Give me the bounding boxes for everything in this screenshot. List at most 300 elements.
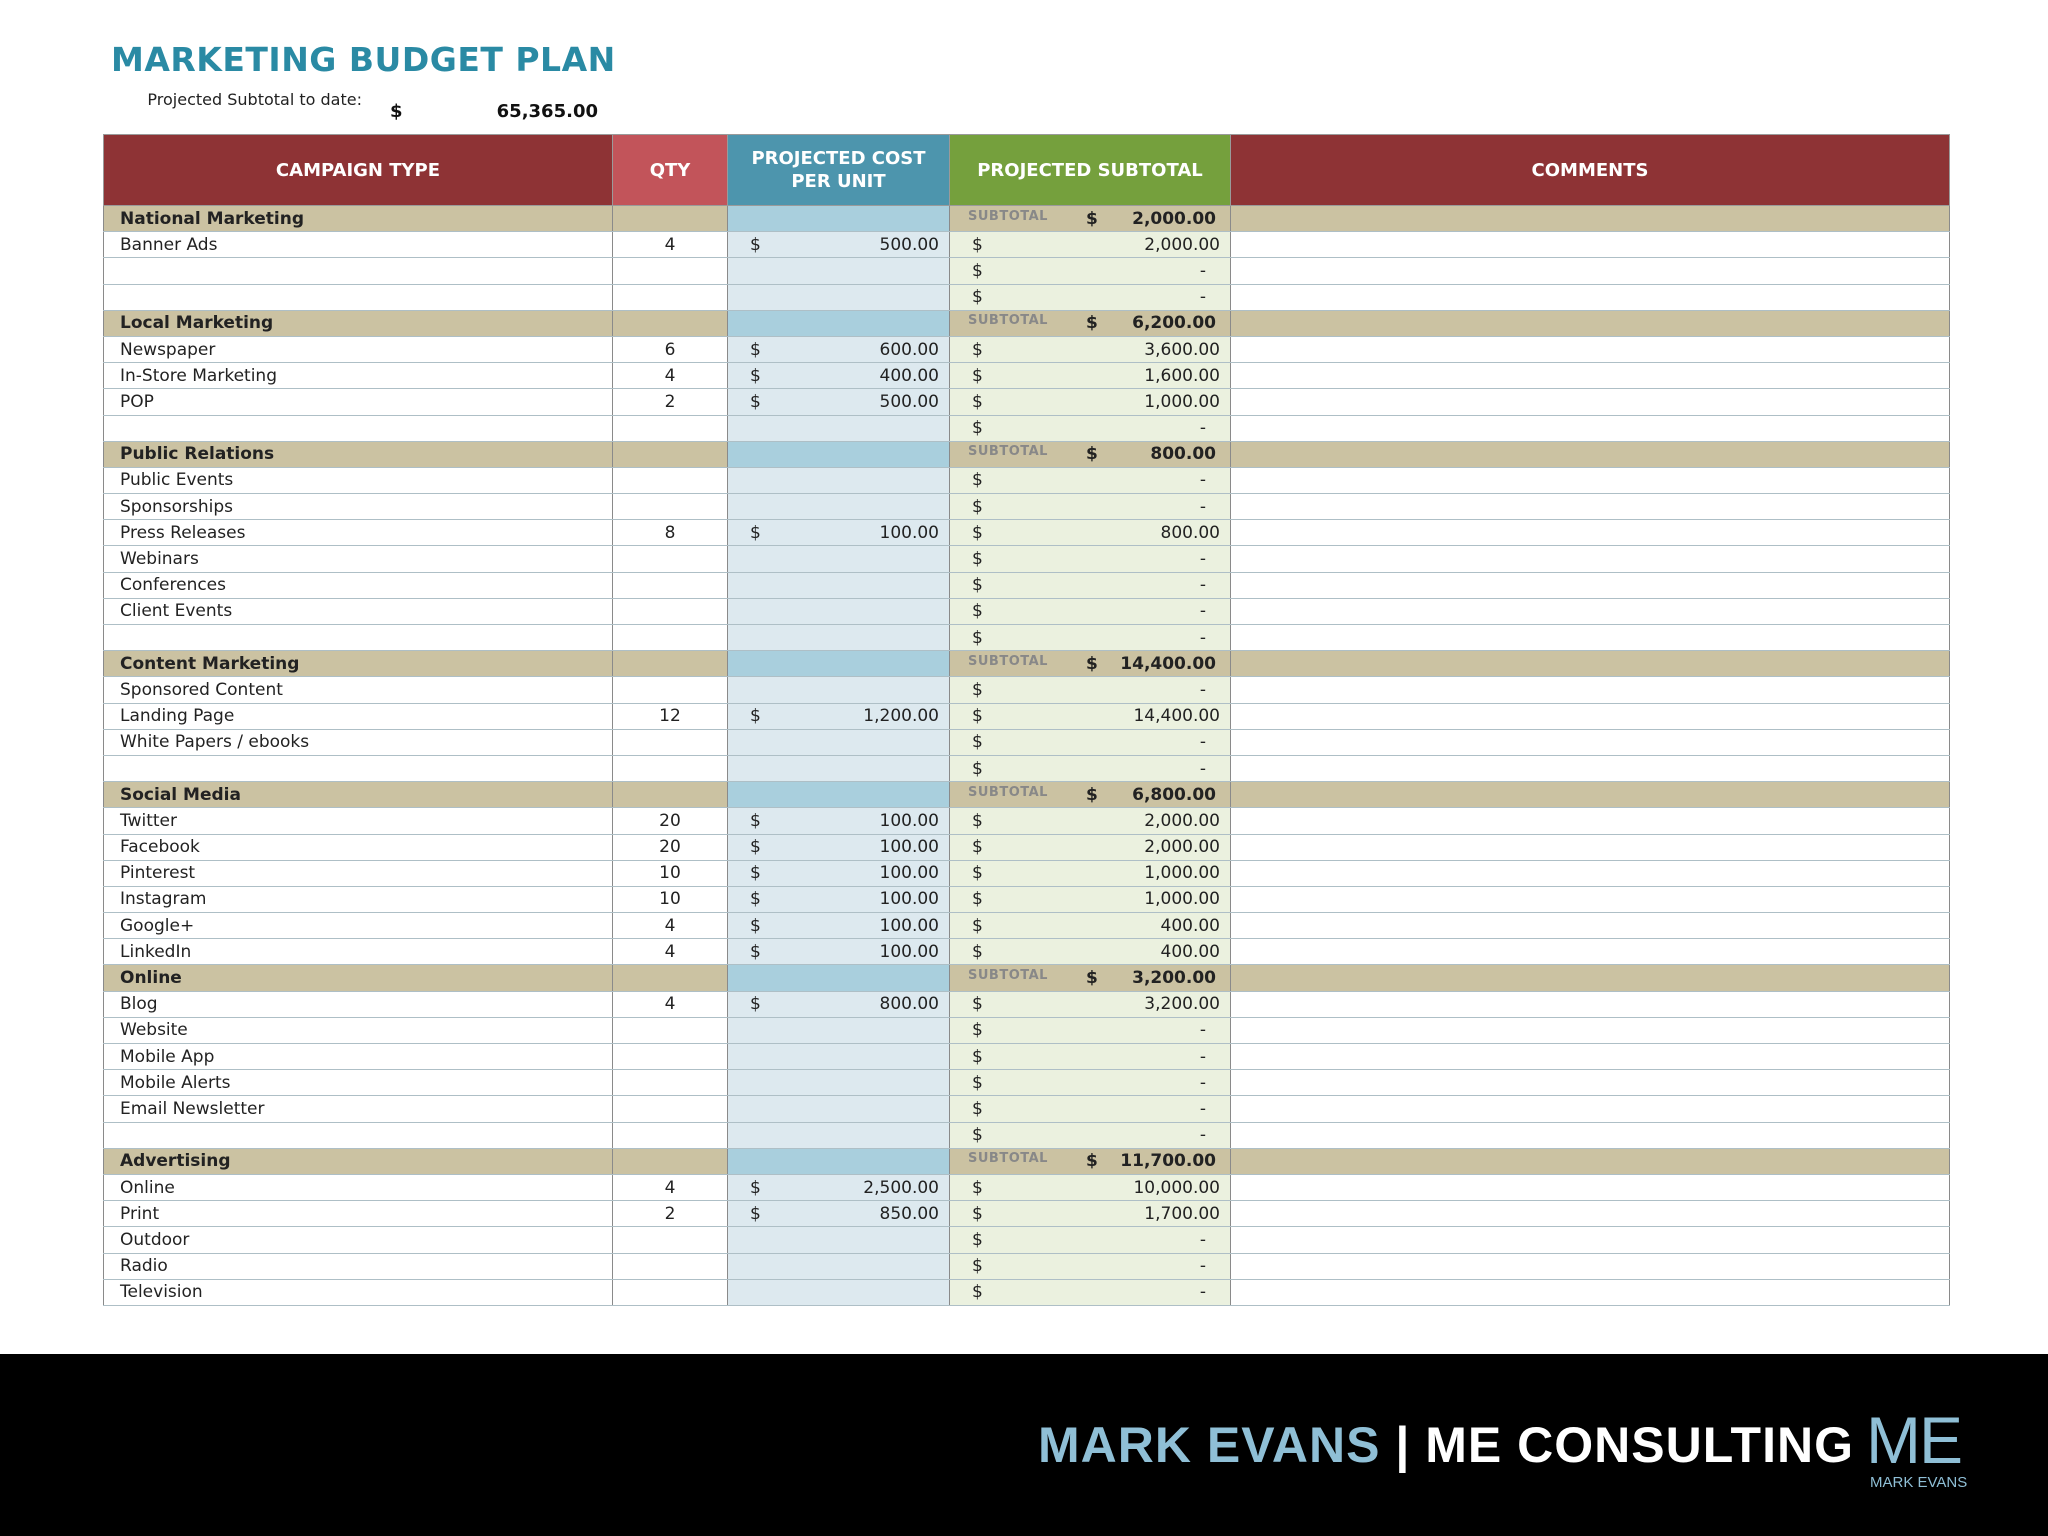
line-item-subtotal-cell bbox=[950, 755, 1231, 781]
category-row bbox=[104, 965, 1950, 991]
line-item-cost-cell bbox=[728, 520, 950, 546]
line-item-cost-cell bbox=[728, 913, 950, 939]
subtotal-currency: $ bbox=[972, 915, 983, 936]
line-item-cost-cell bbox=[728, 625, 950, 651]
line-item-cost: 2,500.00 bbox=[863, 1177, 939, 1198]
line-item-name: Mobile App bbox=[104, 1044, 613, 1070]
comment-cell bbox=[1231, 598, 1950, 624]
category-qty-cell bbox=[613, 965, 728, 991]
category-name: Local Marketing bbox=[104, 310, 613, 336]
line-item-qty bbox=[613, 494, 728, 520]
line-item-row bbox=[104, 886, 1950, 912]
category-subtotal-cell bbox=[950, 1148, 1231, 1174]
category-subtotal-cell bbox=[950, 441, 1231, 467]
line-item-subtotal-cell bbox=[950, 991, 1231, 1017]
line-item-row bbox=[104, 415, 1950, 441]
line-item-cost-cell bbox=[728, 389, 950, 415]
comment-cell bbox=[1231, 415, 1950, 441]
header-projected-subtotal: PROJECTED SUBTOTAL bbox=[950, 135, 1231, 206]
line-item-cost-cell bbox=[728, 232, 950, 258]
line-item-qty bbox=[613, 467, 728, 493]
category-name: Social Media bbox=[104, 782, 613, 808]
subtotal-currency: $ bbox=[972, 837, 983, 858]
category-subtotal-amount: 11,700.00 bbox=[1120, 1151, 1216, 1172]
subtotal-currency: $ bbox=[972, 575, 983, 596]
cost-currency: $ bbox=[750, 234, 761, 255]
line-item-cost-cell bbox=[728, 258, 950, 284]
line-item-row bbox=[104, 1096, 1950, 1122]
line-item-row bbox=[104, 1201, 1950, 1227]
line-item-name: Print bbox=[104, 1201, 613, 1227]
line-item-qty bbox=[613, 729, 728, 755]
line-item-subtotal: 400.00 bbox=[1160, 915, 1220, 936]
line-item-qty: 20 bbox=[613, 808, 728, 834]
subtotal-currency: $ bbox=[972, 1229, 983, 1250]
line-item-cost-cell bbox=[728, 729, 950, 755]
line-item-row bbox=[104, 939, 1950, 965]
category-qty-cell bbox=[613, 206, 728, 232]
line-item-row bbox=[104, 389, 1950, 415]
category-subtotal-cell bbox=[950, 965, 1231, 991]
line-item-row bbox=[104, 1253, 1950, 1279]
line-item-subtotal: - bbox=[1199, 758, 1206, 779]
line-item-subtotal: - bbox=[1199, 1072, 1206, 1093]
line-item-subtotal-cell bbox=[950, 808, 1231, 834]
page-title: MARKETING BUDGET PLAN bbox=[111, 40, 616, 79]
line-item-name: In-Store Marketing bbox=[104, 363, 613, 389]
comment-cell bbox=[1231, 284, 1950, 310]
line-item-cost-cell bbox=[728, 991, 950, 1017]
comment-cell bbox=[1231, 546, 1950, 572]
line-item-name: Conferences bbox=[104, 572, 613, 598]
line-item-row bbox=[104, 284, 1950, 310]
comment-cell bbox=[1231, 782, 1950, 808]
subtotal-currency: $ bbox=[1085, 313, 1098, 334]
line-item-cost-cell bbox=[728, 1174, 950, 1200]
line-item-qty: 6 bbox=[613, 336, 728, 362]
category-qty-cell bbox=[613, 441, 728, 467]
line-item-qty bbox=[613, 1227, 728, 1253]
line-item-subtotal-cell bbox=[950, 598, 1231, 624]
line-item-subtotal-cell bbox=[950, 520, 1231, 546]
line-item-name bbox=[104, 625, 613, 651]
line-item-cost-cell bbox=[728, 598, 950, 624]
comment-cell bbox=[1231, 625, 1950, 651]
footer-brand-name: MARK EVANS bbox=[1038, 1417, 1381, 1473]
subtotal-currency: $ bbox=[972, 234, 983, 255]
line-item-cost-cell bbox=[728, 1253, 950, 1279]
line-item-row bbox=[104, 808, 1950, 834]
line-item-cost-cell bbox=[728, 1044, 950, 1070]
comment-cell bbox=[1231, 729, 1950, 755]
line-item-qty: 20 bbox=[613, 834, 728, 860]
projected-subtotal-value: 65,365.00 bbox=[496, 101, 598, 122]
line-item-name: Sponsored Content bbox=[104, 677, 613, 703]
line-item-subtotal: 2,000.00 bbox=[1144, 837, 1220, 858]
line-item-cost-cell bbox=[728, 886, 950, 912]
line-item-cost: 1,200.00 bbox=[863, 706, 939, 727]
cost-currency: $ bbox=[750, 339, 761, 360]
category-cost-cell bbox=[728, 1148, 950, 1174]
comment-cell bbox=[1231, 389, 1950, 415]
subtotal-currency: $ bbox=[1085, 653, 1098, 674]
line-item-cost: 400.00 bbox=[879, 365, 939, 386]
line-item-subtotal-cell bbox=[950, 284, 1231, 310]
me-logo-icon: ME bbox=[1866, 1403, 1961, 1477]
line-item-name: Public Events bbox=[104, 467, 613, 493]
subtotal-currency: $ bbox=[972, 758, 983, 779]
cost-currency: $ bbox=[750, 837, 761, 858]
line-item-subtotal: - bbox=[1199, 260, 1206, 281]
footer-brand-separator: | bbox=[1395, 1417, 1411, 1473]
line-item-subtotal: 1,000.00 bbox=[1144, 889, 1220, 910]
line-item-cost-cell bbox=[728, 572, 950, 598]
subtotal-currency: $ bbox=[972, 260, 983, 281]
cost-currency: $ bbox=[750, 1203, 761, 1224]
line-item-subtotal: - bbox=[1199, 601, 1206, 622]
line-item-qty bbox=[613, 1122, 728, 1148]
header-campaign-type: CAMPAIGN TYPE bbox=[104, 135, 613, 206]
category-subtotal-cell bbox=[950, 310, 1231, 336]
line-item-cost: 500.00 bbox=[879, 234, 939, 255]
category-qty-cell bbox=[613, 310, 728, 336]
line-item-row bbox=[104, 1227, 1950, 1253]
line-item-name: Landing Page bbox=[104, 703, 613, 729]
category-subtotal-amount: 14,400.00 bbox=[1120, 653, 1216, 674]
subtotal-currency: $ bbox=[972, 1125, 983, 1146]
line-item-cost: 100.00 bbox=[879, 863, 939, 884]
cost-currency: $ bbox=[750, 706, 761, 727]
line-item-cost: 800.00 bbox=[879, 994, 939, 1015]
line-item-subtotal-cell bbox=[950, 1070, 1231, 1096]
category-cost-cell bbox=[728, 206, 950, 232]
cost-currency: $ bbox=[750, 889, 761, 910]
line-item-qty: 4 bbox=[613, 1174, 728, 1200]
subtotal-currency: $ bbox=[972, 1072, 983, 1093]
footer-bar bbox=[0, 1354, 2048, 1536]
line-item-subtotal: 3,600.00 bbox=[1144, 339, 1220, 360]
line-item-subtotal: - bbox=[1199, 1229, 1206, 1250]
subtotal-currency: $ bbox=[972, 706, 983, 727]
cost-currency: $ bbox=[750, 522, 761, 543]
line-item-cost: 850.00 bbox=[879, 1203, 939, 1224]
line-item-qty: 4 bbox=[613, 913, 728, 939]
line-item-row bbox=[104, 363, 1950, 389]
line-item-subtotal-cell bbox=[950, 703, 1231, 729]
category-name: Content Marketing bbox=[104, 651, 613, 677]
line-item-qty bbox=[613, 1017, 728, 1043]
line-item-subtotal: - bbox=[1199, 1020, 1206, 1041]
line-item-subtotal-cell bbox=[950, 1174, 1231, 1200]
line-item-subtotal-cell bbox=[950, 258, 1231, 284]
line-item-subtotal: 400.00 bbox=[1160, 941, 1220, 962]
line-item-subtotal: 14,400.00 bbox=[1133, 706, 1220, 727]
comment-cell bbox=[1231, 467, 1950, 493]
subtotal-label: SUBTOTAL bbox=[968, 784, 1048, 800]
subtotal-currency: $ bbox=[972, 418, 983, 439]
comment-cell bbox=[1231, 572, 1950, 598]
line-item-name: Google+ bbox=[104, 913, 613, 939]
line-item-subtotal: - bbox=[1199, 1098, 1206, 1119]
line-item-cost-cell bbox=[728, 703, 950, 729]
subtotal-currency: $ bbox=[972, 1203, 983, 1224]
cost-currency: $ bbox=[750, 994, 761, 1015]
comment-cell bbox=[1231, 363, 1950, 389]
line-item-cost-cell bbox=[728, 1096, 950, 1122]
subtotal-currency: $ bbox=[972, 1046, 983, 1067]
line-item-row bbox=[104, 625, 1950, 651]
line-item-cost: 100.00 bbox=[879, 522, 939, 543]
category-qty-cell bbox=[613, 1148, 728, 1174]
line-item-subtotal: - bbox=[1199, 575, 1206, 596]
line-item-subtotal: 800.00 bbox=[1160, 522, 1220, 543]
line-item-name: Blog bbox=[104, 991, 613, 1017]
line-item-name: Website bbox=[104, 1017, 613, 1043]
category-subtotal-amount: 3,200.00 bbox=[1132, 968, 1216, 989]
comment-cell bbox=[1231, 1017, 1950, 1043]
category-row bbox=[104, 651, 1950, 677]
line-item-qty bbox=[613, 625, 728, 651]
comment-cell bbox=[1231, 1122, 1950, 1148]
comment-cell bbox=[1231, 991, 1950, 1017]
subtotal-currency: $ bbox=[1085, 444, 1098, 465]
line-item-cost: 100.00 bbox=[879, 889, 939, 910]
comment-cell bbox=[1231, 336, 1950, 362]
header-qty: QTY bbox=[613, 135, 728, 206]
line-item-cost-cell bbox=[728, 860, 950, 886]
line-item-subtotal: - bbox=[1199, 418, 1206, 439]
line-item-subtotal-cell bbox=[950, 1044, 1231, 1070]
cost-currency: $ bbox=[750, 915, 761, 936]
category-subtotal-amount: 6,200.00 bbox=[1132, 313, 1216, 334]
line-item-row bbox=[104, 1174, 1950, 1200]
line-item-row bbox=[104, 1279, 1950, 1305]
comment-cell bbox=[1231, 913, 1950, 939]
line-item-subtotal: - bbox=[1199, 1256, 1206, 1277]
line-item-cost: 100.00 bbox=[879, 941, 939, 962]
subtotal-label: SUBTOTAL bbox=[968, 208, 1048, 224]
category-subtotal-cell bbox=[950, 206, 1231, 232]
line-item-name: LinkedIn bbox=[104, 939, 613, 965]
subtotal-currency: $ bbox=[972, 1020, 983, 1041]
line-item-name: Client Events bbox=[104, 598, 613, 624]
line-item-subtotal: 10,000.00 bbox=[1133, 1177, 1220, 1198]
comment-cell bbox=[1231, 1253, 1950, 1279]
cost-currency: $ bbox=[750, 863, 761, 884]
comment-cell bbox=[1231, 1044, 1950, 1070]
category-qty-cell bbox=[613, 782, 728, 808]
line-item-qty: 2 bbox=[613, 1201, 728, 1227]
line-item-row bbox=[104, 467, 1950, 493]
line-item-name bbox=[104, 755, 613, 781]
category-row bbox=[104, 206, 1950, 232]
line-item-row bbox=[104, 1017, 1950, 1043]
subtotal-currency: $ bbox=[1085, 784, 1098, 805]
line-item-subtotal: - bbox=[1199, 1046, 1206, 1067]
subtotal-label: SUBTOTAL bbox=[968, 444, 1048, 460]
comment-cell bbox=[1231, 310, 1950, 336]
comment-cell bbox=[1231, 1227, 1950, 1253]
comment-cell bbox=[1231, 860, 1950, 886]
line-item-row bbox=[104, 1122, 1950, 1148]
subtotal-label: SUBTOTAL bbox=[968, 653, 1048, 669]
line-item-qty: 10 bbox=[613, 860, 728, 886]
line-item-qty bbox=[613, 1070, 728, 1096]
category-name: Public Relations bbox=[104, 441, 613, 467]
line-item-subtotal-cell bbox=[950, 1253, 1231, 1279]
line-item-subtotal-cell bbox=[950, 677, 1231, 703]
line-item-row bbox=[104, 860, 1950, 886]
line-item-name: Radio bbox=[104, 1253, 613, 1279]
line-item-row bbox=[104, 913, 1950, 939]
comment-cell bbox=[1231, 1279, 1950, 1305]
projected-subtotal-label: Projected Subtotal to date: bbox=[147, 90, 362, 109]
footer-brand bbox=[1038, 1416, 1854, 1474]
subtotal-currency: $ bbox=[972, 810, 983, 831]
line-item-subtotal: 1,700.00 bbox=[1144, 1203, 1220, 1224]
footer-brand-company: ME CONSULTING bbox=[1425, 1417, 1854, 1473]
line-item-subtotal: - bbox=[1199, 496, 1206, 517]
line-item-name: Television bbox=[104, 1279, 613, 1305]
line-item-subtotal: - bbox=[1199, 1282, 1206, 1303]
comment-cell bbox=[1231, 677, 1950, 703]
line-item-name: Banner Ads bbox=[104, 232, 613, 258]
category-subtotal-amount: 800.00 bbox=[1150, 444, 1216, 465]
line-item-subtotal: - bbox=[1199, 549, 1206, 570]
line-item-cost-cell bbox=[728, 1017, 950, 1043]
line-item-qty bbox=[613, 546, 728, 572]
comment-cell bbox=[1231, 1148, 1950, 1174]
line-item-name: Twitter bbox=[104, 808, 613, 834]
line-item-row bbox=[104, 598, 1950, 624]
line-item-qty bbox=[613, 1044, 728, 1070]
category-row bbox=[104, 441, 1950, 467]
cost-currency: $ bbox=[750, 810, 761, 831]
line-item-row bbox=[104, 1044, 1950, 1070]
line-item-name: Mobile Alerts bbox=[104, 1070, 613, 1096]
line-item-subtotal-cell bbox=[950, 232, 1231, 258]
comment-cell bbox=[1231, 886, 1950, 912]
subtotal-currency: $ bbox=[972, 1282, 983, 1303]
comment-cell bbox=[1231, 258, 1950, 284]
subtotal-currency: $ bbox=[972, 1256, 983, 1277]
line-item-cost: 100.00 bbox=[879, 837, 939, 858]
line-item-subtotal-cell bbox=[950, 336, 1231, 362]
line-item-qty bbox=[613, 1096, 728, 1122]
line-item-cost-cell bbox=[728, 834, 950, 860]
line-item-subtotal: - bbox=[1199, 287, 1206, 308]
comment-cell bbox=[1231, 1070, 1950, 1096]
subtotal-currency: $ bbox=[972, 339, 983, 360]
cost-currency: $ bbox=[750, 941, 761, 962]
line-item-qty: 8 bbox=[613, 520, 728, 546]
line-item-name: POP bbox=[104, 389, 613, 415]
line-item-subtotal: 1,600.00 bbox=[1144, 365, 1220, 386]
line-item-name bbox=[104, 284, 613, 310]
line-item-name bbox=[104, 1122, 613, 1148]
category-subtotal-cell bbox=[950, 651, 1231, 677]
line-item-subtotal-cell bbox=[950, 860, 1231, 886]
category-cost-cell bbox=[728, 310, 950, 336]
line-item-qty bbox=[613, 284, 728, 310]
subtotal-currency: $ bbox=[972, 391, 983, 412]
line-item-subtotal: 1,000.00 bbox=[1144, 863, 1220, 884]
line-item-cost-cell bbox=[728, 415, 950, 441]
subtotal-currency: $ bbox=[972, 1098, 983, 1119]
comment-cell bbox=[1231, 1096, 1950, 1122]
subtotal-currency: $ bbox=[972, 287, 983, 308]
line-item-cost: 500.00 bbox=[879, 391, 939, 412]
line-item-qty: 4 bbox=[613, 363, 728, 389]
line-item-subtotal: - bbox=[1199, 732, 1206, 753]
line-item-qty: 4 bbox=[613, 939, 728, 965]
line-item-row bbox=[104, 232, 1950, 258]
line-item-cost-cell bbox=[728, 1070, 950, 1096]
line-item-cost-cell bbox=[728, 363, 950, 389]
line-item-row bbox=[104, 755, 1950, 781]
subtotal-currency: $ bbox=[972, 496, 983, 517]
line-item-row bbox=[104, 572, 1950, 598]
line-item-subtotal-cell bbox=[950, 363, 1231, 389]
category-cost-cell bbox=[728, 651, 950, 677]
line-item-cost-cell bbox=[728, 494, 950, 520]
line-item-qty: 2 bbox=[613, 389, 728, 415]
line-item-cost-cell bbox=[728, 336, 950, 362]
logo-caption: MARK EVANS bbox=[1870, 1474, 1968, 1491]
line-item-subtotal-cell bbox=[950, 494, 1231, 520]
subtotal-currency: $ bbox=[972, 601, 983, 622]
subtotal-currency: $ bbox=[972, 732, 983, 753]
comment-cell bbox=[1231, 232, 1950, 258]
line-item-cost-cell bbox=[728, 1201, 950, 1227]
subtotal-currency: $ bbox=[972, 549, 983, 570]
category-cost-cell bbox=[728, 782, 950, 808]
line-item-cost: 600.00 bbox=[879, 339, 939, 360]
line-item-qty: 4 bbox=[613, 991, 728, 1017]
comment-cell bbox=[1231, 651, 1950, 677]
line-item-subtotal-cell bbox=[950, 415, 1231, 441]
line-item-subtotal: 2,000.00 bbox=[1144, 234, 1220, 255]
line-item-subtotal-cell bbox=[950, 389, 1231, 415]
line-item-cost-cell bbox=[728, 1279, 950, 1305]
subtotal-currency: $ bbox=[972, 470, 983, 491]
line-item-row bbox=[104, 494, 1950, 520]
category-row bbox=[104, 310, 1950, 336]
subtotal-currency: $ bbox=[1085, 968, 1098, 989]
line-item-name: Pinterest bbox=[104, 860, 613, 886]
line-item-qty: 4 bbox=[613, 232, 728, 258]
category-name: National Marketing bbox=[104, 206, 613, 232]
line-item-row bbox=[104, 677, 1950, 703]
line-item-subtotal-cell bbox=[950, 729, 1231, 755]
line-item-name: Online bbox=[104, 1174, 613, 1200]
line-item-subtotal: 1,000.00 bbox=[1144, 391, 1220, 412]
budget-table bbox=[103, 134, 1950, 1306]
line-item-subtotal-cell bbox=[950, 913, 1231, 939]
comment-cell bbox=[1231, 965, 1950, 991]
cost-currency: $ bbox=[750, 1177, 761, 1198]
comment-cell bbox=[1231, 834, 1950, 860]
line-item-subtotal-cell bbox=[950, 886, 1231, 912]
line-item-cost-cell bbox=[728, 284, 950, 310]
subtotal-currency: $ bbox=[1085, 208, 1098, 229]
category-name: Online bbox=[104, 965, 613, 991]
comment-cell bbox=[1231, 494, 1950, 520]
line-item-row bbox=[104, 703, 1950, 729]
category-row bbox=[104, 782, 1950, 808]
header-row bbox=[104, 135, 1950, 206]
line-item-subtotal-cell bbox=[950, 1227, 1231, 1253]
